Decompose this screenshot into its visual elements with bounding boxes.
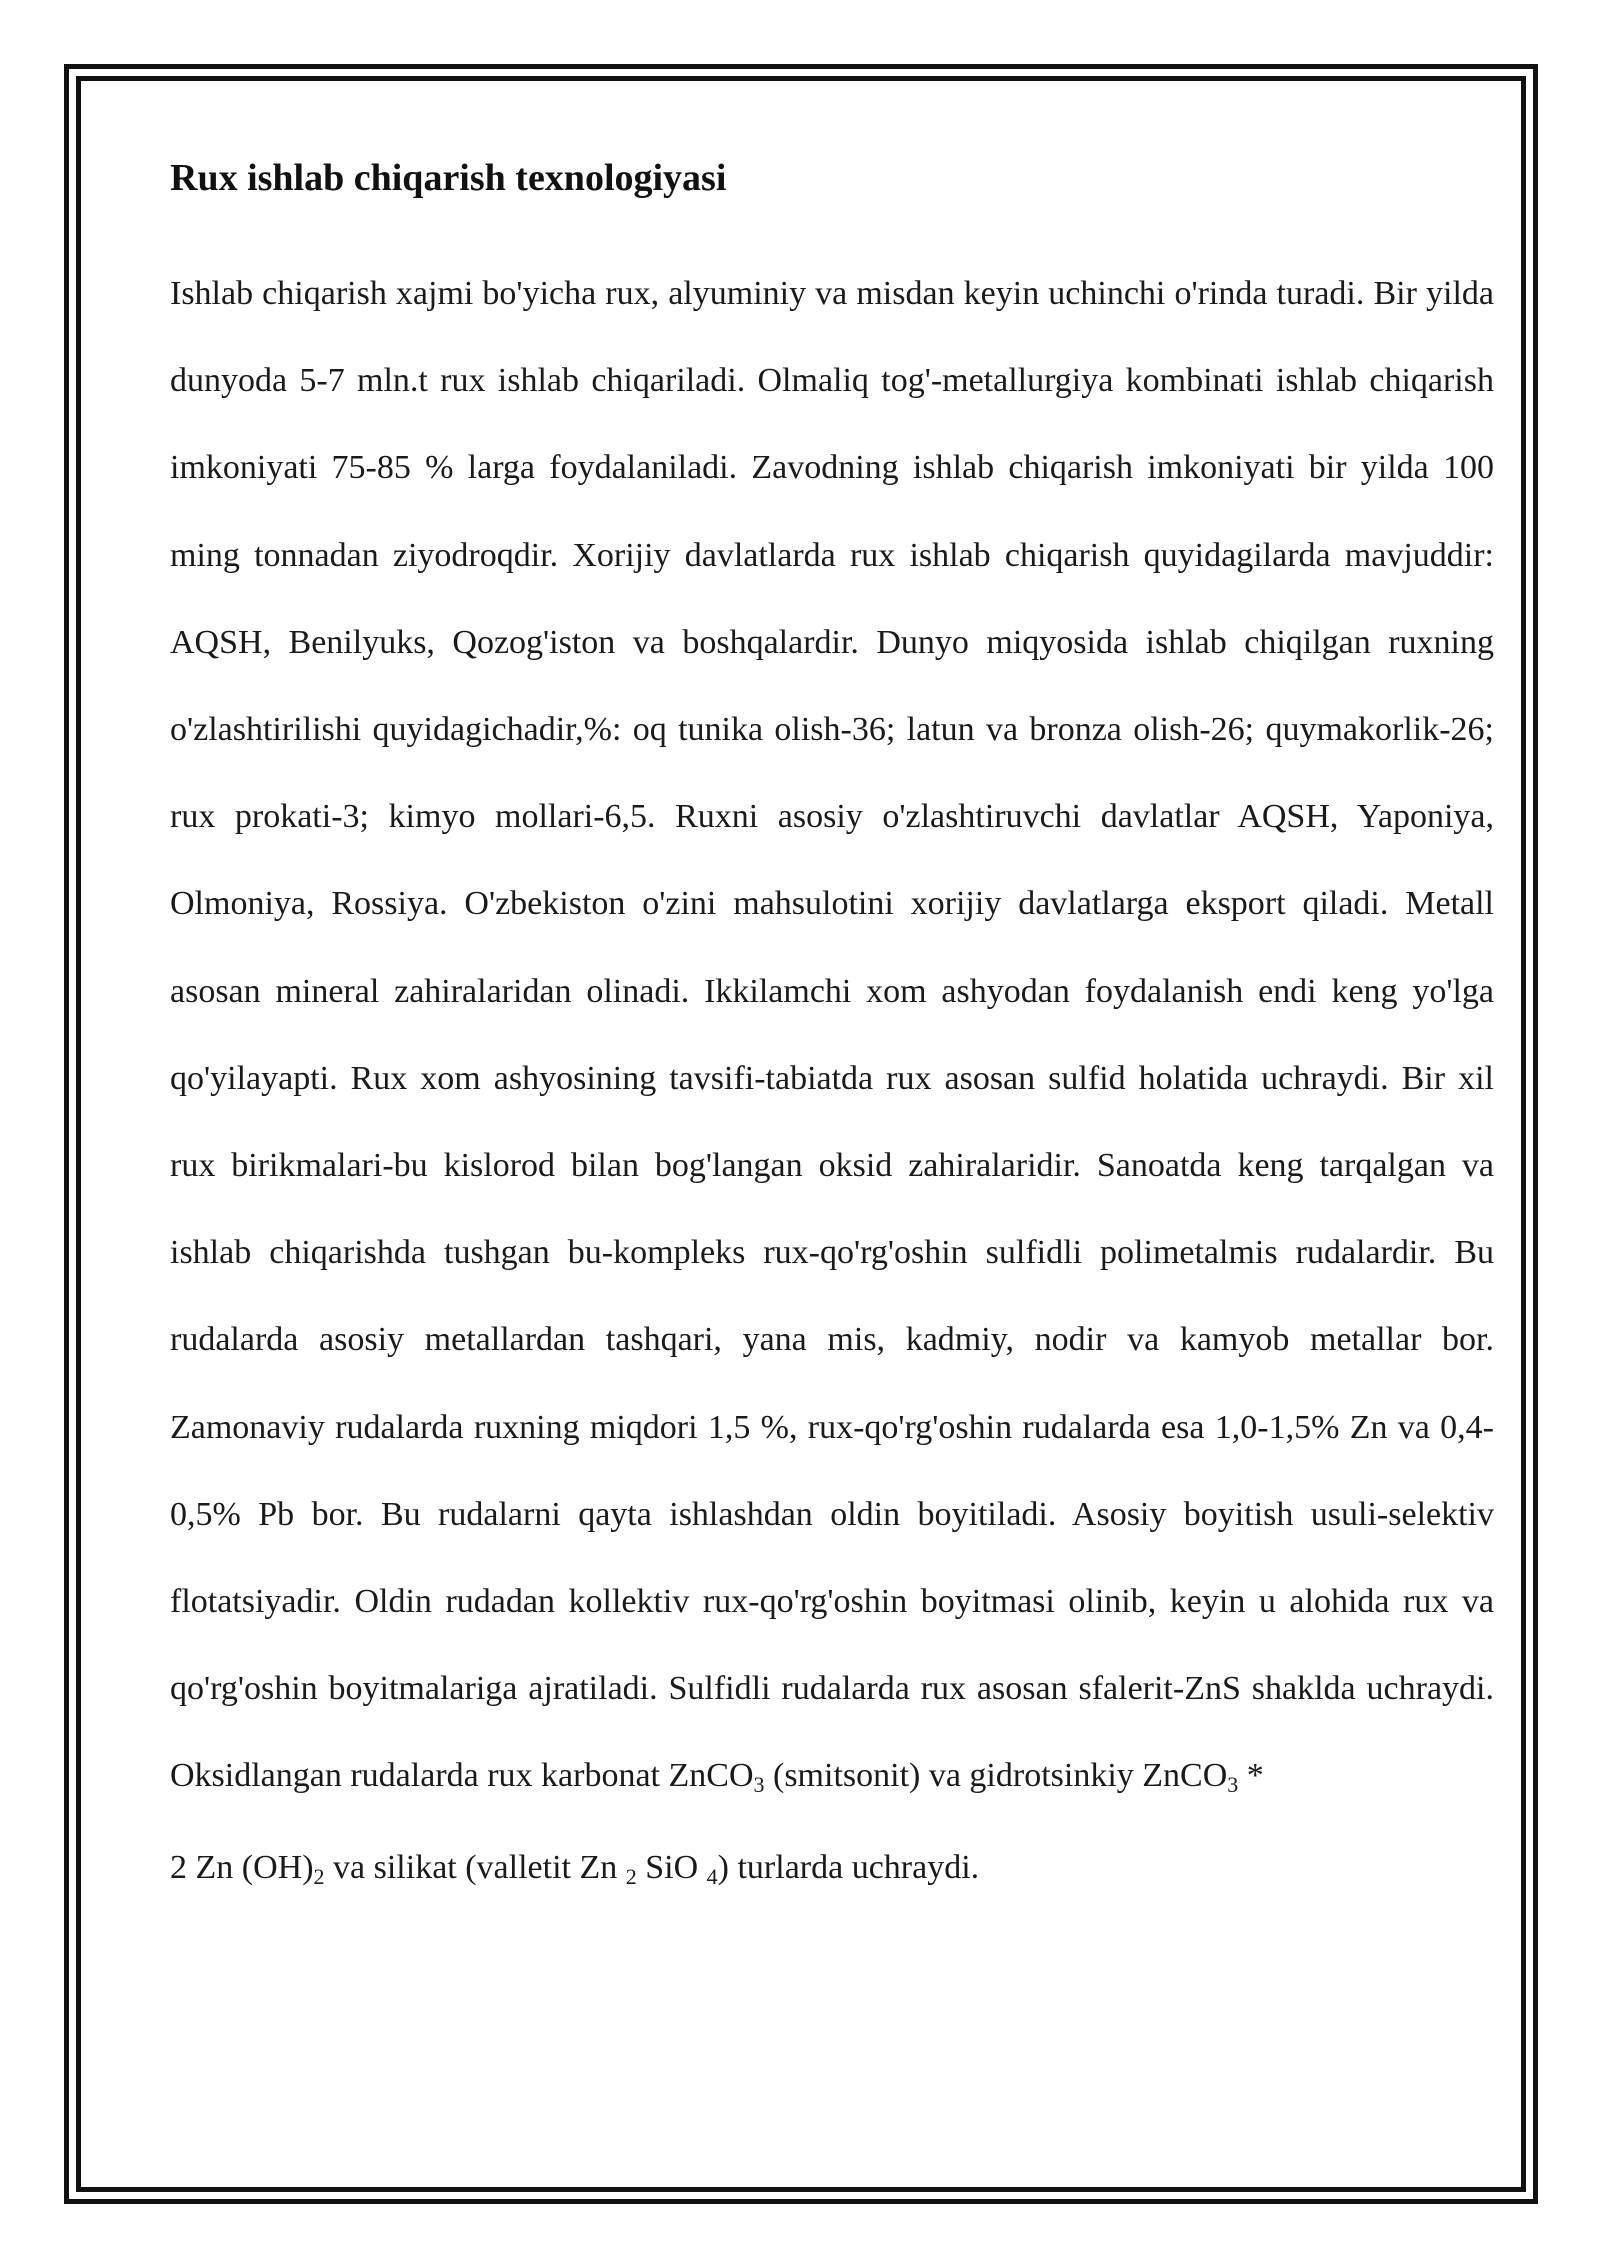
formula-text: ) turlarda uchraydi.: [717, 1848, 980, 1886]
subscript-3: 3: [753, 1772, 765, 1798]
formula-text: 2 Zn (OH): [170, 1848, 314, 1886]
subscript-4: 4: [706, 1863, 718, 1889]
subscript-3: 3: [1227, 1772, 1239, 1798]
document-content: [170, 150, 1494, 1898]
formula-line: [170, 1838, 1494, 1898]
document-title: Rux ishlab chiqarish texnologiyasi: [170, 157, 727, 199]
formula-text: va silikat (valletit Zn: [324, 1848, 626, 1886]
paragraph-text-smitsonit: (smitsonit) va gidrotsinkiy ZnCO: [764, 1757, 1228, 1795]
formula-text: SiO: [636, 1848, 707, 1886]
main-paragraph: [170, 250, 1494, 1820]
paragraph-text-star: *: [1238, 1757, 1264, 1795]
subscript-2: 2: [313, 1863, 325, 1889]
paragraph-text: Ishlab chiqarish xajmi bo'yicha rux, alyuminiy va misdan keyin uchinchi o'rinda turadi. Bir yilda dunyoda 5-7 mln.t rux ishlab chiqariladi. Olmaliq tog'-metallurgiya kombinati ishlab chiqarish imkoniyati 75-85 % larga foydalaniladi. Zavodning ishlab chiqarish imkoniyati bir yilda 100 ming tonnadan ziyodroqdir. Xorijiy davlatlarda rux ishlab chiqarish quyidagilarda mavjuddir: AQSH, Benilyuks, Qozog'iston va boshqalardir. Dunyo miqyosida ishlab chiqilgan ruxning o'zlashtirilishi quyidagichadir,%: oq tunika olish-36; latun va bronza olish-26; quymakorlik-26; rux prokati-3; kimyo mollari-6,5. Ruxni asosiy o'zlashtiruvchi davlatlar AQSH, Yaponiya, Olmoniya, Rossiya. O'zbekiston o'zini mahsulotini xorijiy davlatlarga eksport qiladi. Metall asosan mineral zahiralaridan olinadi. Ikkilamchi xom ashyodan foydalanish endi keng yo'lga qo'yilayapti. Rux xom ashyosining tavsifi-tabiatda rux asosan sulfid holatida uchraydi. Bir xil rux birikmalari-bu kislorod bilan bog'langan oksid zahiralaridir. Sanoatda keng tarqalgan va ishlab chiqarishda tushgan bu-kompleks rux-qo'rg'oshin sulfidli polimetalmis rudalardir. Bu rudalarda asosiy metallardan tashqari, yana mis, kadmiy, nodir va kamyob metallar bor. Zamonaviy rudalarda ruxning miqdori 1,5 %, rux-qo'rg'oshin rudalarda esa 1,0-1,5% Zn va 0,4-0,5% Pb bor. Bu rudalarni qayta ishlashdan oldin boyitiladi. Asosiy boyitish usuli-selektiv flotatsiyadir. Oldin rudadan kollektiv rux-qo'rg'oshin boyitmasi olinib, keyin u alohida rux va qo'rg'oshin boyitmalariga ajratiladi. Sulfidli rudalarda rux asosan sfalerit-ZnS shaklda uchraydi. Oksidlangan rudalarda rux karbonat ZnCO: [170, 275, 1494, 1795]
subscript-2: 2: [625, 1863, 637, 1889]
